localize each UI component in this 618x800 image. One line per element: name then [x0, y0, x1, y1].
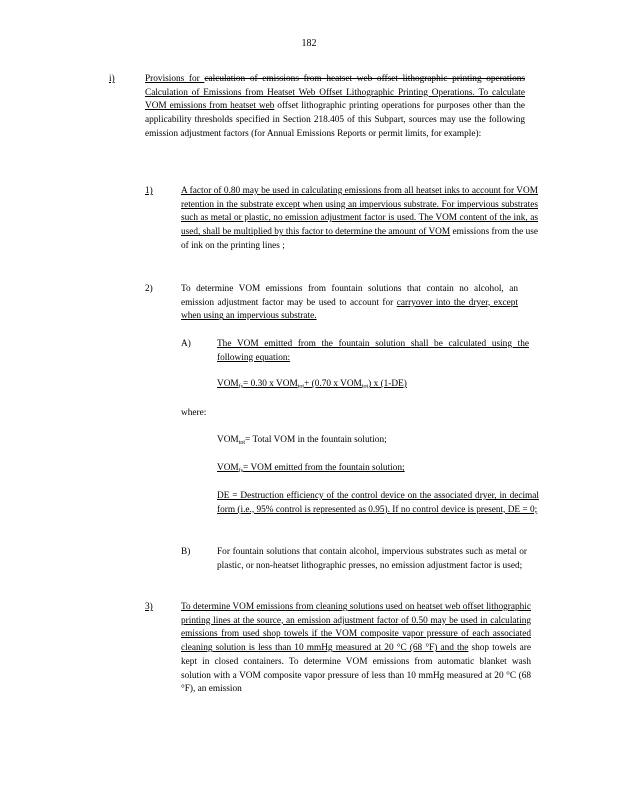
item-2b-text: For fountain solutions that contain alcohol, impervious substrates such as metal or plastic, or non-heatset lithographic presses, no emission adjustment factor is used;: [217, 547, 527, 571]
section-i-paragraph: [145, 73, 525, 142]
fountain-equation: $VOM_{fs}= 0.30$ x $VOM_{tot}+ (0.70$ x $VOM_{tot}$) x (1-DE): [217, 379, 407, 390]
item-2-text-underlined: carryover into the dryer, except when using an impervious substrate.: [181, 297, 518, 322]
item-2-text: To determine VOM emissions from fountain solutions that contain no alcohol, an emission adjustment factor may be used to account for: [181, 284, 518, 308]
section-i-inserted-title: Calculation of Emissions from Heatset Web Offset Lithographic Printing Operations: [145, 87, 473, 98]
item-1-text: A factor of 0.80 may be used in calculating emissions from all heatset inks to account for VOM retention in the substrate except when using an impervious substrate. For impervious substrates such as metal or plastic, no emission adjustment factor is used. The VOM content of the ink, as used, shall be multiplied by this factor to determine the amount of VOM: [181, 186, 538, 238]
section-marker-i: i): [109, 74, 115, 84]
page-number: 182: [301, 38, 317, 49]
definition-de: DE = Destruction efficiency of the control device on the associated dryer, in decimal form (i.e., 95% control is represented as 0.95). If no control device is present, DE = 0;: [217, 491, 539, 515]
section-i-struck-text: calculation of emissions from heatset web offset lithographic printing operations: [204, 74, 525, 84]
item-3-paragraph: [181, 601, 531, 697]
item-3-text: shop towels are kept in closed containers. To determine VOM emissions from automatic blanket wash solution with a VOM composite vapor pressure of less than 10 mmHg measured at 20 °C (68 °F), an emission: [181, 643, 531, 695]
where-label: where:: [181, 408, 207, 418]
item-2a-marker: A): [181, 339, 191, 349]
definition-vom-fs: $VOM_{fs}=$ VOM emitted from the fountain solution;: [217, 463, 405, 474]
section-i-prefix: Provisions for: [145, 74, 205, 84]
definition-vom-tot: $VOM_{tot}=$ Total VOM in the fountain solution;: [217, 435, 387, 446]
item-3-text-underlined: To determine VOM emissions from cleaning solutions used on heatset web offset lithographic printing lines at the source, an emission adjustment factor of 0.50 may be used in calculating emissions from used shop towels if the VOM composite vapor pressure of each associated cleaning solution is less than 10 mmHg measured at 20 °C (68 °F) and the: [181, 602, 531, 654]
item-2b-marker: B): [181, 547, 191, 557]
section-i-tail: offset lithographic printing operations for purposes other than the applicability thresholds specified in Section 218.405 of this Subpart, sources may use the following emission adjustment factors (for Annual Emissions Reports or permit limits, for example):: [145, 101, 526, 139]
item-1-paragraph: [181, 185, 538, 254]
item-2b-paragraph: [217, 546, 527, 573]
item-2-marker: 2): [145, 284, 153, 294]
item-1-text-tail: emissions from the use of ink on the printing lines ;: [181, 227, 538, 251]
item-2a-paragraph: [217, 338, 529, 365]
item-1-marker: 1): [145, 186, 153, 196]
item-3-marker: 3): [145, 602, 153, 612]
section-i-tail-underlined: . To calculate VOM emissions from heatset web: [145, 87, 525, 112]
item-2-paragraph: [181, 283, 518, 324]
item-2a-text: The VOM emitted from the fountain solution shall be calculated using the following equation:: [217, 339, 529, 363]
